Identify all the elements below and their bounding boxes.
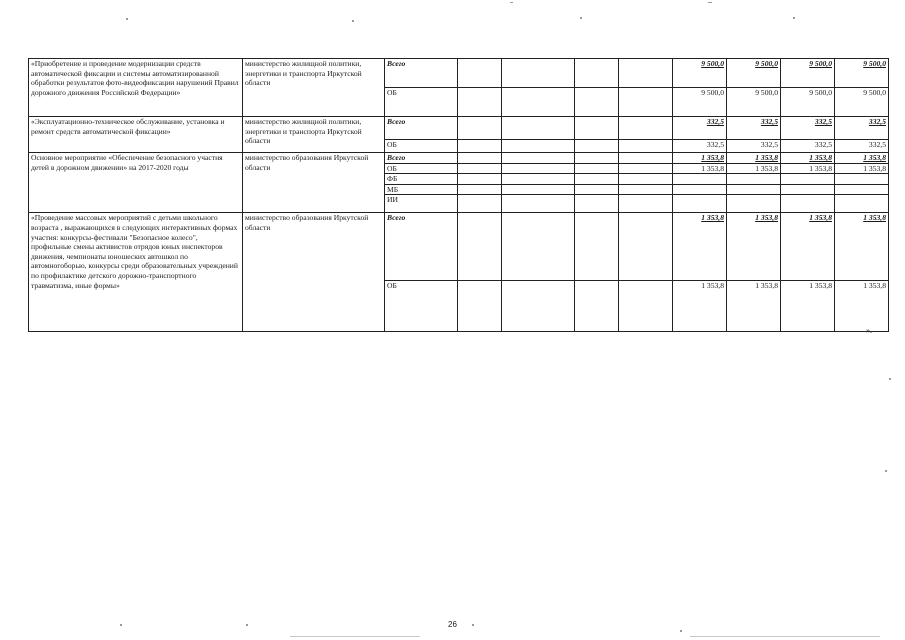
source-label-cell: ИИ xyxy=(385,195,458,213)
empty-cell xyxy=(458,195,502,213)
value-cell xyxy=(673,174,727,185)
scan-speck xyxy=(120,624,122,626)
value-cell: 1 353,8 xyxy=(727,163,781,174)
value-cell: 9 500,0 xyxy=(673,59,727,88)
closing-quote-mark: ». xyxy=(866,326,872,335)
empty-cell xyxy=(619,281,673,332)
empty-cell xyxy=(458,153,502,164)
value-cell xyxy=(781,184,835,195)
empty-cell xyxy=(502,153,575,164)
scan-speck xyxy=(472,624,474,626)
scan-speck xyxy=(793,17,795,19)
value-cell: 332,5 xyxy=(835,140,889,153)
empty-cell xyxy=(458,213,502,281)
empty-cell xyxy=(458,117,502,140)
value-cell xyxy=(727,195,781,213)
activity-name-cell: «Эксплуатационно-техническое обслуживание, установка и ремонт средств автоматической фиксации» xyxy=(29,117,243,153)
empty-cell xyxy=(502,213,575,281)
table-row xyxy=(29,213,889,281)
empty-cell xyxy=(575,195,619,213)
activity-name-cell: «Проведение массовых мероприятий с детьми школьного возраста , выражающихся в следующих интерактивных формах участия: конкурсы-фестивали "Безопасное колесо", профильные смены активистов отрядов юных инспекторов движения, чемпионаты юношеских автошкол по автомногоборью, конкурсы среди образовательных учреждений по профилактике детского дорожно-транспортного травматизма, иные формы» xyxy=(29,213,243,332)
value-cell: 9 500,0 xyxy=(835,59,889,88)
empty-cell xyxy=(458,281,502,332)
empty-cell xyxy=(502,281,575,332)
value-cell xyxy=(835,184,889,195)
value-cell: 332,5 xyxy=(727,140,781,153)
value-cell xyxy=(781,174,835,185)
executor-cell: министерство образования Иркутской области xyxy=(243,153,385,213)
empty-cell xyxy=(575,140,619,153)
value-cell: 1 353,8 xyxy=(673,163,727,174)
source-label-cell: ОБ xyxy=(385,281,458,332)
empty-cell xyxy=(619,88,673,117)
scan-rule xyxy=(290,636,420,637)
empty-cell xyxy=(502,174,575,185)
activity-name-cell: «Приобретение и проведение модернизации средств автоматической фиксации и системы автоматизированной обработки результатов фото-видеофиксации нарушений Правил дорожного движения Российской Федерации» xyxy=(29,59,243,117)
scan-speck xyxy=(246,624,248,626)
value-cell: 9 500,0 xyxy=(835,88,889,117)
empty-cell xyxy=(619,213,673,281)
source-label-cell: Всего xyxy=(385,59,458,88)
source-label-cell: ФБ xyxy=(385,174,458,185)
empty-cell xyxy=(619,117,673,140)
scan-rule xyxy=(690,636,880,637)
value-cell: 332,5 xyxy=(781,117,835,140)
value-cell: 9 500,0 xyxy=(727,88,781,117)
empty-cell xyxy=(458,184,502,195)
value-cell: 332,5 xyxy=(673,140,727,153)
value-cell: 332,5 xyxy=(727,117,781,140)
source-label-cell: Всего xyxy=(385,117,458,140)
empty-cell xyxy=(458,163,502,174)
value-cell: 9 500,0 xyxy=(781,59,835,88)
value-cell: 1 353,8 xyxy=(673,281,727,332)
executor-cell: министерство жилищной политики, энергетики и транспорта Иркутской области xyxy=(243,59,385,117)
empty-cell xyxy=(575,153,619,164)
source-label-cell: ОБ xyxy=(385,140,458,153)
empty-cell xyxy=(619,59,673,88)
empty-cell xyxy=(575,184,619,195)
value-cell: 1 353,8 xyxy=(781,281,835,332)
value-cell: 1 353,8 xyxy=(673,153,727,164)
empty-cell xyxy=(575,117,619,140)
empty-cell xyxy=(619,174,673,185)
source-label-cell: ОБ xyxy=(385,88,458,117)
empty-cell xyxy=(619,163,673,174)
empty-cell xyxy=(502,195,575,213)
value-cell xyxy=(835,195,889,213)
empty-cell xyxy=(458,59,502,88)
value-cell: 9 500,0 xyxy=(727,59,781,88)
empty-cell xyxy=(458,88,502,117)
empty-cell xyxy=(575,213,619,281)
value-cell xyxy=(835,174,889,185)
empty-cell xyxy=(575,88,619,117)
empty-cell xyxy=(619,153,673,164)
value-cell: 1 353,8 xyxy=(835,213,889,281)
value-cell: 1 353,8 xyxy=(781,163,835,174)
scan-speck xyxy=(580,17,582,19)
empty-cell xyxy=(458,174,502,185)
scan-speck xyxy=(885,470,887,472)
empty-cell xyxy=(502,140,575,153)
activity-name-cell: Основное мероприятие «Обеспечение безопасного участия детей в дорожном движении» на 2017-2020 годы xyxy=(29,153,243,213)
value-cell: 9 500,0 xyxy=(673,88,727,117)
empty-cell xyxy=(502,184,575,195)
empty-cell xyxy=(502,88,575,117)
source-label-cell: ОБ xyxy=(385,163,458,174)
value-cell: 1 353,8 xyxy=(727,153,781,164)
scan-speck xyxy=(126,18,128,20)
value-cell xyxy=(727,184,781,195)
scan-speck xyxy=(708,2,712,3)
empty-cell xyxy=(619,195,673,213)
empty-cell xyxy=(502,163,575,174)
value-cell: 1 353,8 xyxy=(781,213,835,281)
value-cell xyxy=(781,195,835,213)
scan-speck xyxy=(680,630,682,632)
table-row xyxy=(29,153,889,164)
value-cell: 9 500,0 xyxy=(781,88,835,117)
value-cell xyxy=(673,184,727,195)
value-cell xyxy=(727,174,781,185)
value-cell: 1 353,8 xyxy=(727,281,781,332)
scan-speck xyxy=(510,2,513,3)
executor-cell: министерство образования Иркутской области xyxy=(243,213,385,332)
source-label-cell: Всего xyxy=(385,213,458,281)
empty-cell xyxy=(575,281,619,332)
empty-cell xyxy=(458,140,502,153)
scan-speck xyxy=(352,20,354,22)
value-cell: 332,5 xyxy=(781,140,835,153)
source-label-cell: МБ xyxy=(385,184,458,195)
scan-speck xyxy=(889,378,891,380)
table-row xyxy=(29,59,889,88)
empty-cell xyxy=(502,59,575,88)
executor-cell: министерство жилищной политики, энергетики и транспорта Иркутской области xyxy=(243,117,385,153)
page-number: 26 xyxy=(448,620,457,629)
value-cell: 1 353,8 xyxy=(835,163,889,174)
budget-table xyxy=(28,58,889,332)
value-cell: 1 353,8 xyxy=(673,213,727,281)
empty-cell xyxy=(575,174,619,185)
source-label-cell: Всего xyxy=(385,153,458,164)
empty-cell xyxy=(575,163,619,174)
value-cell: 1 353,8 xyxy=(727,213,781,281)
value-cell: 332,5 xyxy=(835,117,889,140)
empty-cell xyxy=(619,184,673,195)
value-cell xyxy=(673,195,727,213)
value-cell: 1 353,8 xyxy=(835,153,889,164)
table-row xyxy=(29,117,889,140)
empty-cell xyxy=(575,59,619,88)
empty-cell xyxy=(502,117,575,140)
value-cell: 1 353,8 xyxy=(835,281,889,332)
empty-cell xyxy=(619,140,673,153)
value-cell: 1 353,8 xyxy=(781,153,835,164)
value-cell: 332,5 xyxy=(673,117,727,140)
